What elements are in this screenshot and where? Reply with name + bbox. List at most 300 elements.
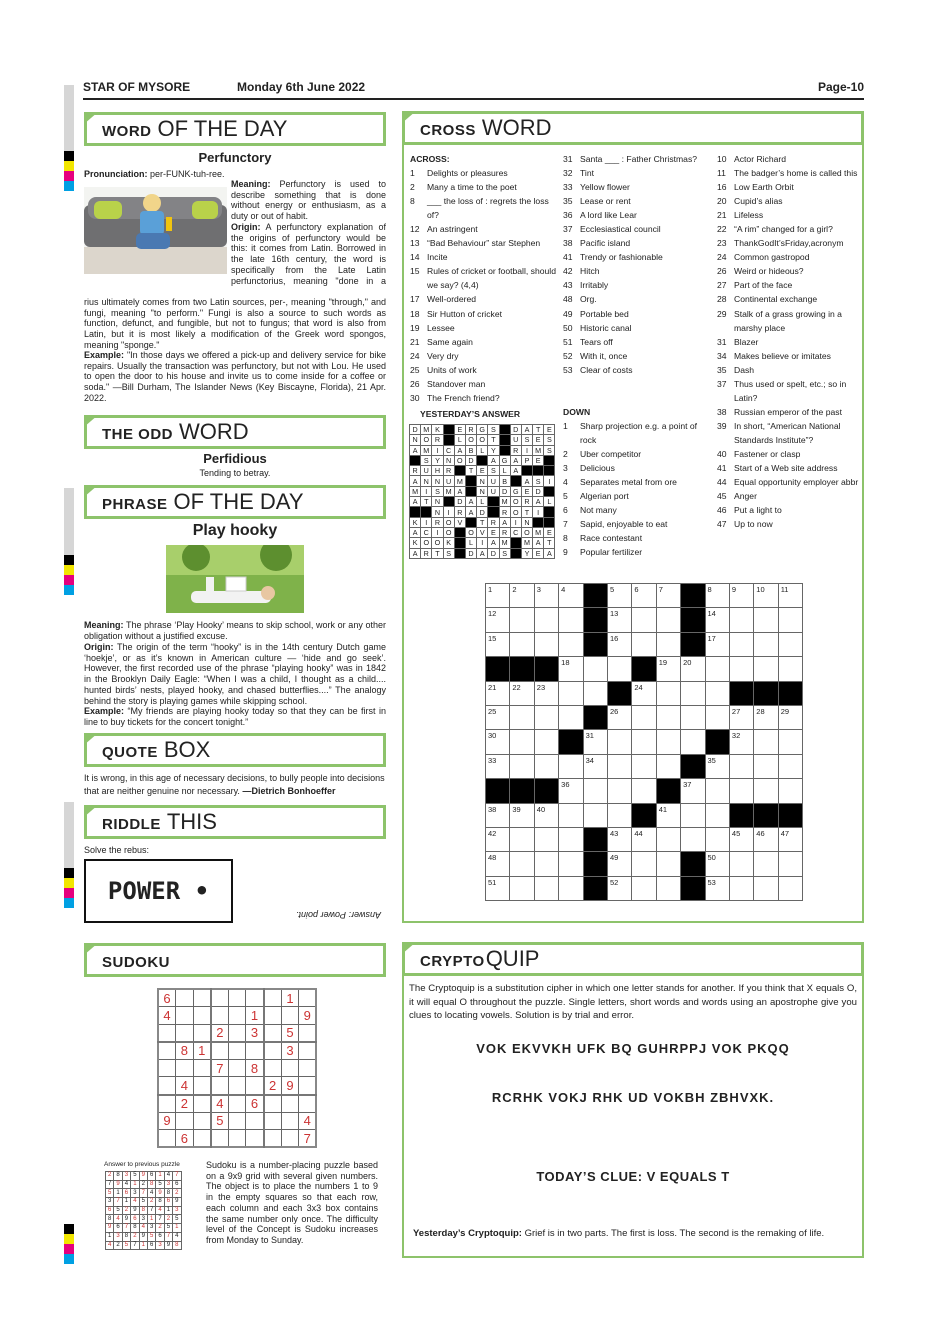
crossword-cell[interactable] [534, 754, 558, 778]
sudoku-cell[interactable] [228, 1007, 246, 1025]
crossword-cell[interactable] [510, 730, 534, 754]
crossword-cell[interactable] [705, 876, 729, 900]
sudoku-cell: 2 [211, 1024, 229, 1042]
sudoku-cell[interactable] [158, 1059, 176, 1077]
header-small: THE ODD [102, 426, 173, 443]
cell-number: 16 [609, 633, 619, 643]
sudoku-cell[interactable] [228, 1095, 246, 1113]
crossword-cell[interactable] [729, 705, 753, 729]
sudoku-cell[interactable] [246, 1112, 264, 1130]
cell-number: 40 [536, 804, 546, 814]
sudoku-cell[interactable] [246, 1130, 264, 1148]
crossword-cell[interactable] [607, 779, 631, 803]
crossword-cell[interactable] [486, 803, 510, 827]
clue-item [410, 363, 558, 377]
clue-number: 21 [717, 210, 727, 221]
crossword-header [402, 111, 864, 145]
clue-text: The French friend? [427, 392, 500, 403]
sudoku-cell[interactable] [193, 1024, 211, 1042]
header-small: SUDOKU [102, 954, 171, 971]
value: “My friends are playing hooky today so that they can be first in line to buy tickets for the concert tonight.” [84, 706, 386, 727]
crossword-cell[interactable] [681, 657, 705, 681]
crossword-cell[interactable] [656, 584, 680, 608]
clue-item [563, 166, 711, 180]
crossword-cell[interactable] [559, 876, 583, 900]
crossword-cell[interactable] [559, 681, 583, 705]
crossword-cell[interactable] [607, 632, 631, 656]
crossword-cell[interactable] [705, 705, 729, 729]
clue-item [717, 208, 859, 222]
previous-cell: 7 [114, 1198, 122, 1207]
crossword-cell[interactable] [583, 681, 607, 705]
crossword-cell[interactable] [656, 681, 680, 705]
answer-block [544, 507, 555, 517]
sudoku-cell[interactable] [246, 989, 264, 1007]
sudoku-cell[interactable] [264, 1059, 282, 1077]
crossword-cell[interactable] [559, 657, 583, 681]
crossword-cell[interactable] [705, 852, 729, 876]
sudoku-cell[interactable] [246, 1042, 264, 1060]
crossword-cell[interactable] [583, 657, 607, 681]
sudoku-cell[interactable] [193, 989, 211, 1007]
clue-number: 11 [717, 168, 726, 179]
crossword-cell[interactable] [607, 827, 631, 851]
sudoku-cell: 6 [246, 1095, 264, 1113]
crossword-cell[interactable] [632, 730, 656, 754]
sudoku-cell[interactable] [281, 1059, 299, 1077]
answer-cell: M [499, 497, 510, 507]
sudoku-grid[interactable] [157, 988, 317, 1148]
crossword-cell[interactable] [729, 608, 753, 632]
crossword-cell[interactable] [559, 632, 583, 656]
crossword-cell[interactable] [656, 876, 680, 900]
crossword-cell[interactable] [510, 584, 534, 608]
crossword-cell[interactable] [486, 876, 510, 900]
crossword-cell[interactable] [559, 803, 583, 827]
sudoku-cell[interactable] [228, 1042, 246, 1060]
clue-item [717, 222, 859, 236]
answer-cell: A [477, 548, 488, 558]
crossword-cell[interactable] [656, 754, 680, 778]
crossword-cell[interactable] [607, 754, 631, 778]
previous-cell: 9 [164, 1241, 172, 1250]
crossword-cell[interactable] [656, 705, 680, 729]
sudoku-cell[interactable] [211, 1130, 229, 1148]
crossword-cell[interactable] [778, 608, 802, 632]
crossword-cell[interactable] [632, 876, 656, 900]
crossword-cell[interactable] [705, 657, 729, 681]
answer-cell: A [410, 497, 421, 507]
sudoku-cell[interactable] [281, 1130, 299, 1148]
phrase-photo [166, 545, 304, 613]
answer-cell: R [510, 445, 521, 455]
answer-block [499, 435, 510, 445]
crossword-cell[interactable] [729, 657, 753, 681]
previous-cell: 1 [122, 1198, 130, 1207]
sudoku-cell[interactable] [228, 1077, 246, 1095]
answer-cell: A [465, 507, 476, 517]
clue-number: 26 [717, 266, 727, 277]
answer-cell: D [499, 486, 510, 496]
clue-number: 10 [717, 154, 727, 164]
crossword-block [510, 657, 534, 681]
crossword-cell[interactable] [632, 681, 656, 705]
crossword-cell[interactable] [656, 608, 680, 632]
crossword-cell[interactable] [559, 584, 583, 608]
crossword-cell[interactable] [486, 681, 510, 705]
sudoku-cell[interactable] [176, 1059, 194, 1077]
crossword-cell[interactable] [778, 657, 802, 681]
sudoku-cell[interactable] [264, 1007, 282, 1025]
sudoku-cell[interactable] [228, 1130, 246, 1148]
crossword-cell[interactable] [705, 584, 729, 608]
label: Meaning: [231, 179, 271, 189]
clue-text: Sharp projection e.g. a point of rock [580, 421, 698, 446]
sudoku-cell: 2 [176, 1095, 194, 1113]
crossword-cell[interactable] [510, 632, 534, 656]
crossword-cell[interactable] [705, 803, 729, 827]
sudoku-cell[interactable] [299, 1024, 317, 1042]
crossword-cell[interactable] [681, 730, 705, 754]
clue-item [563, 152, 711, 166]
clue-item [717, 152, 859, 166]
answer-cell: A [544, 548, 555, 558]
crossword-cell[interactable] [583, 730, 607, 754]
crossword-cell[interactable] [486, 754, 510, 778]
clue-number: 6 [563, 505, 568, 516]
clue-text: Anger [734, 491, 757, 502]
sudoku-cell[interactable] [299, 1059, 317, 1077]
sudoku-previous-grid [105, 1171, 182, 1250]
answer-cell: H [432, 466, 443, 476]
sudoku-cell[interactable] [246, 1077, 264, 1095]
previous-cell: 3 [139, 1215, 147, 1224]
crossword-cell[interactable] [754, 730, 778, 754]
previous-cell: 6 [147, 1172, 155, 1181]
crossword-cell[interactable] [754, 584, 778, 608]
crossword-block [632, 657, 656, 681]
crossword-cell[interactable] [754, 754, 778, 778]
answer-cell: I [443, 507, 454, 517]
crossword-cell[interactable] [632, 779, 656, 803]
cell-number: 27 [731, 706, 741, 716]
crossword-cell[interactable] [754, 779, 778, 803]
crossword-cell[interactable] [510, 803, 534, 827]
crossword-cell[interactable] [705, 754, 729, 778]
crossword-cell[interactable] [778, 584, 802, 608]
crossword-cell[interactable] [632, 705, 656, 729]
crossword-cell[interactable] [510, 876, 534, 900]
crossword-cell[interactable] [729, 730, 753, 754]
previous-cell: 2 [131, 1232, 139, 1241]
crossword-cell[interactable] [656, 657, 680, 681]
crossword-cell[interactable] [559, 852, 583, 876]
sudoku-cell[interactable] [193, 1112, 211, 1130]
crossword-cell[interactable] [559, 754, 583, 778]
crossword-cell[interactable] [510, 754, 534, 778]
label: Meaning: [84, 620, 124, 630]
sudoku-cell[interactable] [264, 989, 282, 1007]
crossword-cell[interactable] [607, 730, 631, 754]
answer-cell: E [544, 425, 555, 435]
clue-text: Rules of cricket or football, should we say? (4,4) [427, 266, 556, 291]
sudoku-cell[interactable] [264, 1042, 282, 1060]
sudoku-cell[interactable] [228, 1112, 246, 1130]
crossword-cell[interactable] [681, 681, 705, 705]
crossword-block [681, 852, 705, 876]
sudoku-cell[interactable] [193, 1007, 211, 1025]
clue-number: 35 [563, 196, 573, 207]
crossword-cell[interactable] [510, 827, 534, 851]
answer-cell: A [533, 538, 544, 548]
sudoku-cell[interactable] [264, 1112, 282, 1130]
crossword-cell[interactable] [486, 852, 510, 876]
sudoku-cell[interactable] [299, 1042, 317, 1060]
clue-text: Up to now [734, 519, 773, 530]
crossword-cell[interactable] [534, 632, 558, 656]
sudoku-cell[interactable] [299, 1095, 317, 1113]
crossword-cell[interactable] [534, 705, 558, 729]
sudoku-cell[interactable] [158, 1024, 176, 1042]
answer-cell: R [499, 527, 510, 537]
crossword-cell[interactable] [559, 705, 583, 729]
crossword-cell[interactable] [778, 730, 802, 754]
crossword-cell[interactable] [486, 584, 510, 608]
cell-number: 17 [707, 633, 716, 643]
crossword-cell[interactable] [583, 779, 607, 803]
crossword-block [681, 754, 705, 778]
sudoku-cell: 9 [281, 1077, 299, 1095]
answer-cell: L [499, 466, 510, 476]
cell-number: 9 [731, 585, 737, 594]
crossword-cell[interactable] [754, 705, 778, 729]
label: Origin: [231, 222, 261, 232]
sudoku-cell[interactable] [193, 1077, 211, 1095]
sudoku-cell[interactable] [193, 1059, 211, 1077]
crossword-cell[interactable] [778, 705, 802, 729]
crossword-cell[interactable] [607, 876, 631, 900]
header-large: QUIP [485, 946, 540, 971]
crossword-block [559, 730, 583, 754]
sudoku-cell[interactable] [281, 1007, 299, 1025]
previous-cell: 8 [131, 1224, 139, 1233]
crossword-cell[interactable] [607, 852, 631, 876]
crossword-cell[interactable] [510, 608, 534, 632]
sudoku-cell[interactable] [264, 1130, 282, 1148]
sudoku-cell[interactable] [193, 1095, 211, 1113]
crossword-cell[interactable] [656, 852, 680, 876]
answer-block [544, 455, 555, 465]
sudoku-cell[interactable] [158, 1130, 176, 1148]
sudoku-cell[interactable] [176, 1024, 194, 1042]
sudoku-cell[interactable] [228, 1024, 246, 1042]
crossword-cell[interactable] [656, 730, 680, 754]
crossword-cell[interactable] [534, 608, 558, 632]
crossword-cell[interactable] [534, 730, 558, 754]
clue-number: 50 [563, 322, 573, 333]
answer-cell: O [421, 538, 432, 548]
crossword-cell[interactable] [729, 754, 753, 778]
answer-cell: S [421, 455, 432, 465]
sudoku-cell[interactable] [211, 1042, 229, 1060]
header-small: WORD [102, 123, 152, 140]
crossword-cell[interactable] [754, 827, 778, 851]
crossword-cell[interactable] [607, 657, 631, 681]
answer-cell: R [443, 466, 454, 476]
crossword-cell[interactable] [632, 852, 656, 876]
crossword-cell[interactable] [534, 876, 558, 900]
sudoku-cell[interactable] [176, 1112, 194, 1130]
crossword-cell[interactable] [681, 705, 705, 729]
crossword-cell[interactable] [607, 705, 631, 729]
crossword-cell[interactable] [632, 632, 656, 656]
crossword-cell[interactable] [729, 632, 753, 656]
answer-block [410, 455, 421, 465]
sudoku-cell[interactable] [281, 1095, 299, 1113]
crossword-cell[interactable] [632, 584, 656, 608]
crossword-cell[interactable] [559, 827, 583, 851]
clue-text: Yellow flower [580, 182, 630, 193]
crossword-cell[interactable] [534, 803, 558, 827]
answer-cell: K [410, 517, 421, 527]
crossword-cell[interactable] [729, 827, 753, 851]
crossword-cell[interactable] [778, 827, 802, 851]
answer-cell: A [410, 445, 421, 455]
previous-cell: 9 [156, 1189, 164, 1198]
answer-cell: I [544, 476, 555, 486]
previous-cell: 4 [114, 1215, 122, 1224]
crossword-cell[interactable] [486, 827, 510, 851]
sudoku-cell[interactable] [193, 1130, 211, 1148]
sudoku-description: Sudoku is a number-placing puzzle based on a 9x9 grid with several given numbers. The object is to place the numbers 1 to 9 in the empty squares so that each row, each column and each 3x3 box contains the same number only once. The difficulty level of the Concept is Sudoku increases from Monday to Sunday. [206, 1160, 378, 1245]
crossword-cell[interactable] [705, 779, 729, 803]
answer-cell: E [488, 527, 499, 537]
crossword-cell[interactable] [632, 827, 656, 851]
sudoku-cell[interactable] [281, 1112, 299, 1130]
crossword-cell[interactable] [534, 681, 558, 705]
previous-cell: 7 [139, 1189, 147, 1198]
crossword-cell[interactable] [681, 779, 705, 803]
crossword-cell[interactable] [583, 754, 607, 778]
crossword-cell[interactable] [510, 705, 534, 729]
sudoku-cell: 4 [211, 1095, 229, 1113]
sudoku-cell[interactable] [228, 1059, 246, 1077]
crossword-cell[interactable] [705, 681, 729, 705]
crossword-cell[interactable] [632, 754, 656, 778]
crossword-cell[interactable] [534, 852, 558, 876]
header-small: QUOTE [102, 744, 158, 761]
previous-cell: 9 [131, 1206, 139, 1215]
previous-cell: 7 [156, 1215, 164, 1224]
previous-cell: 6 [173, 1180, 181, 1189]
crossword-cell[interactable] [705, 632, 729, 656]
crossword-block [583, 827, 607, 851]
word-of-day-meaning [231, 179, 386, 222]
clue-number: 29 [717, 308, 727, 319]
sudoku-cell[interactable] [264, 1095, 282, 1113]
crossword-cell[interactable] [583, 803, 607, 827]
crossword-cell[interactable] [559, 779, 583, 803]
crossword-cell[interactable] [729, 876, 753, 900]
crossword-cell[interactable] [486, 705, 510, 729]
crossword-cell[interactable] [607, 584, 631, 608]
crossword-cell[interactable] [729, 779, 753, 803]
crossword-cell[interactable] [681, 803, 705, 827]
sudoku-cell[interactable] [211, 989, 229, 1007]
crossword-cell[interactable] [486, 632, 510, 656]
clue-number: 12 [410, 224, 420, 235]
crossword-cell[interactable] [486, 730, 510, 754]
crossword-grid[interactable] [485, 583, 803, 901]
crossword-cell[interactable] [705, 827, 729, 851]
crossword-cell[interactable] [754, 876, 778, 900]
sudoku-cell[interactable] [211, 1007, 229, 1025]
crossword-cell[interactable] [778, 632, 802, 656]
sudoku-cell: 8 [246, 1059, 264, 1077]
crossword-cell[interactable] [656, 632, 680, 656]
crossword-cell[interactable] [754, 632, 778, 656]
crossword-cell[interactable] [510, 852, 534, 876]
sudoku-cell[interactable] [211, 1077, 229, 1095]
crossword-cell[interactable] [778, 852, 802, 876]
clue-item [563, 321, 711, 335]
sudoku-cell[interactable] [158, 1095, 176, 1113]
sudoku-cell[interactable] [176, 1007, 194, 1025]
crossword-cell[interactable] [778, 754, 802, 778]
answer-cell: R [465, 425, 476, 435]
crossword-cell[interactable] [607, 803, 631, 827]
clue-text: Units of work [427, 364, 477, 375]
crossword-cell[interactable] [607, 608, 631, 632]
crossword-cell[interactable] [754, 608, 778, 632]
crossword-cell[interactable] [754, 852, 778, 876]
answer-cell: N [432, 507, 443, 517]
sudoku-cell[interactable] [158, 1077, 176, 1095]
previous-cell: 4 [139, 1224, 147, 1233]
answer-cell: E [521, 486, 532, 496]
sudoku-cell[interactable] [299, 989, 317, 1007]
crossword-cell[interactable] [656, 803, 680, 827]
crossword-cell[interactable] [778, 779, 802, 803]
crossword-cell[interactable] [559, 608, 583, 632]
clue-text: Actor Richard [734, 154, 787, 164]
crossword-cell[interactable] [754, 657, 778, 681]
crossword-cell[interactable] [681, 827, 705, 851]
crossword-cell[interactable] [534, 827, 558, 851]
previous-cell: 5 [122, 1241, 130, 1250]
crossword-cell[interactable] [778, 876, 802, 900]
cell-number: 7 [658, 585, 663, 594]
clue-text: Blazer [734, 336, 759, 347]
answer-cell: D [533, 486, 544, 496]
previous-cell: 4 [156, 1206, 164, 1215]
sudoku-cell[interactable] [299, 1077, 317, 1095]
crossword-cell[interactable] [486, 608, 510, 632]
crossword-cell[interactable] [534, 584, 558, 608]
crossword-cell[interactable] [656, 827, 680, 851]
crossword-cell[interactable] [705, 608, 729, 632]
sudoku-cell[interactable] [176, 989, 194, 1007]
clue-number: 49 [563, 308, 573, 319]
sudoku-cell[interactable] [158, 1042, 176, 1060]
crossword-cell[interactable] [632, 608, 656, 632]
crossword-cell[interactable] [729, 584, 753, 608]
crossword-cell[interactable] [729, 852, 753, 876]
sudoku-cell[interactable] [228, 989, 246, 1007]
sudoku-cell[interactable] [264, 1024, 282, 1042]
crossword-cell[interactable] [510, 681, 534, 705]
answer-cell: A [521, 425, 532, 435]
